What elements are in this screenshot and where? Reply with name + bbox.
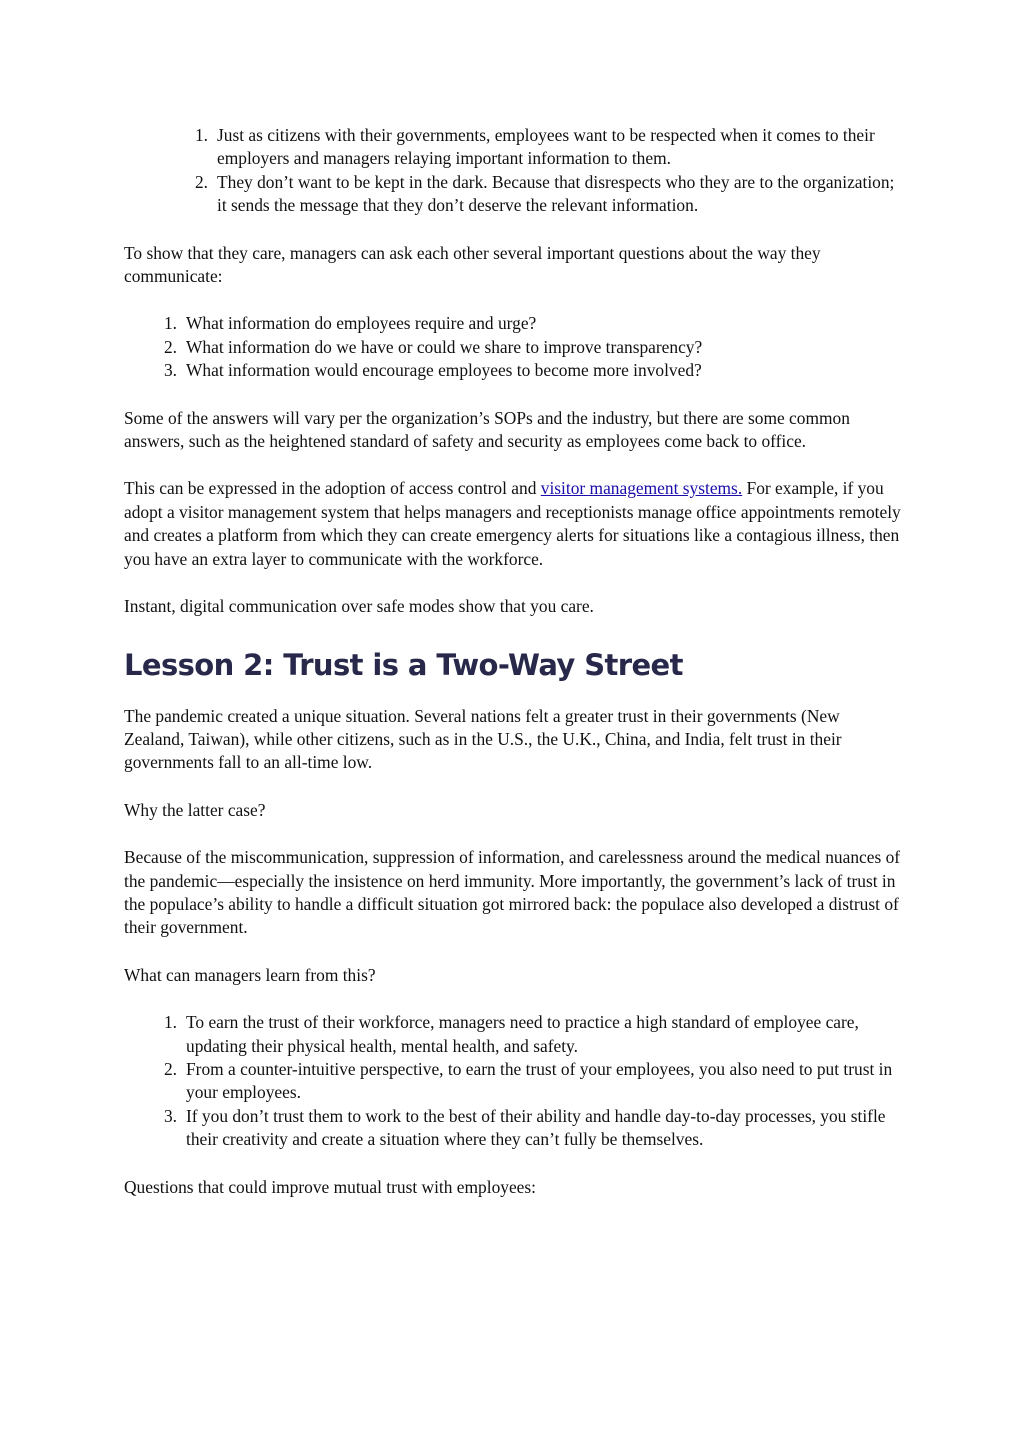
document-page — [124, 124, 904, 1199]
lesson-heading: Lesson 2: Trust is a Two-Way Street — [124, 647, 683, 682]
paragraph-managers-learn: What can managers learn from this? — [124, 964, 376, 985]
communication-questions-list — [124, 312, 904, 382]
list-item: 1. To earn the trust of their workforce, managers need to practice a high standard of employee care, updating their physical health, mental health, and safety. — [163, 1012, 859, 1056]
list-item: 1. Just as citizens with their governments, employees want to be respected when it comes to their employers and managers relaying important information to them. — [194, 125, 875, 169]
paragraph-why: Why the latter case? — [124, 799, 266, 820]
paragraph-mutual-trust: Questions that could improve mutual trust with employees: — [124, 1176, 537, 1197]
list-item: 3. What information would encourage employees to become more involved? — [163, 360, 702, 381]
trust-list — [124, 1011, 904, 1151]
list-item: 3. If you don’t trust them to work to the best of their ability and handle day-to-day processes, you stifle their creativity and create a situation where they can’t fully be themselves. — [163, 1105, 886, 1150]
list-item: 1. What information do employees require and urge? — [163, 313, 537, 334]
paragraph-access-control: This can be expressed in the adoption of access control and visitor management systems. For example, if you adopt a visitor management system that helps managers and receptionists manage office appointments remotely and creates a platform from which they can create emergency alerts for situations like a contagious illness, then you have an extra layer to communicate with the workforce. — [124, 478, 901, 569]
paragraph-questions-intro: To show that they care, managers can ask each other several important questions about the way they communicate: — [124, 242, 821, 287]
list-item: 2. They don’t want to be kept in the dark. Because that disrespects who they are to the organization; it sends the message that they don’t deserve the relevant information. — [194, 171, 895, 216]
paragraph-pandemic: The pandemic created a unique situation. Several nations felt a greater trust in their governments (New Zealand, Taiwan), while other citizens, such as in the U.S., the U.K., China, and India, felt trust in their governments fall to an all-time low. — [124, 705, 842, 773]
paragraph-miscommunication: Because of the miscommunication, suppression of information, and carelessness around the medical nuances of the pandemic—especially the insistence on herd immunity. More importantly, the government’s lack of trust in the populace’s ability to handle a difficult situation got mirrored back: the populace also developed a distrust of their government. — [124, 847, 901, 938]
visitor-management-link[interactable]: visitor management systems. — [540, 478, 743, 499]
respect-list — [124, 124, 904, 218]
list-item: 2. What information do we have or could we share to improve transparency? — [163, 336, 703, 357]
paragraph-answers: Some of the answers will vary per the organization’s SOPs and the industry, but there are some common answers, such as the heightened standard of safety and security as employees come back to office. — [124, 407, 850, 452]
paragraph-instant-communication: Instant, digital communication over safe modes show that you care. — [124, 596, 594, 617]
list-item: 2. From a counter-intuitive perspective, to earn the trust of your employees, you also need to put trust in your employees. — [163, 1058, 893, 1103]
